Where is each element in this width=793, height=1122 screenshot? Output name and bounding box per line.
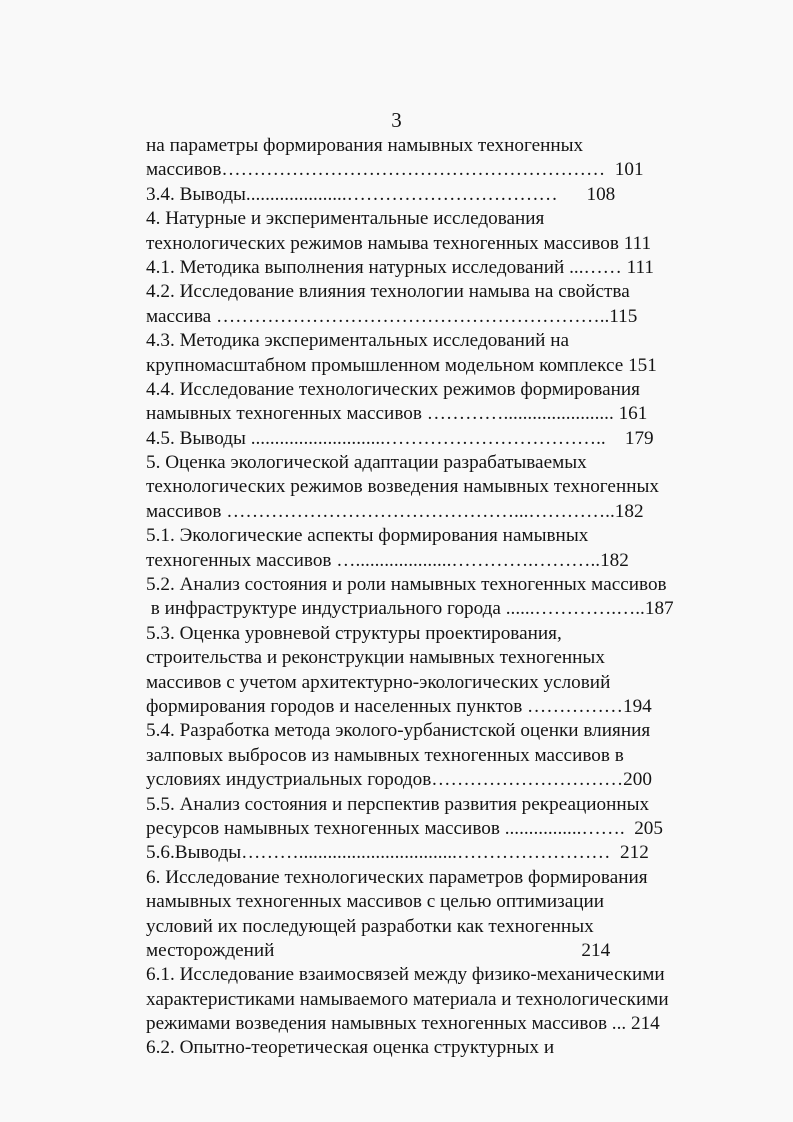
toc-line: 5. Оценка экологической адаптации разрабатываемых [146,452,587,474]
toc-line: 5.1. Экологические аспекты формирования намывных [146,525,589,547]
toc-line: формирования городов и населенных пунктов ……………194 [146,695,652,717]
toc-line: массивов ………………………………………...…………..182 [146,500,644,522]
toc-line: 4. Натурные и экспериментальные исследования [146,208,545,230]
toc-line: режимами возведения намывных техногенных массивов ... 214 [146,1013,660,1035]
toc-line: 5.4. Разработка метода эколого-урбанистской оценки влияния [146,720,651,742]
toc-line: крупномасштабном промышленном модельном комплексе 151 [146,354,657,376]
toc-line: условий их последующей разработки как техногенных [146,915,594,937]
toc-line: техногенных массивов …....................………….………..182 [146,549,629,571]
toc-line: 6.1. Исследование взаимосвязей между физико-механическими [146,964,665,986]
toc-line: 4.1. Методика выполнения натурных исследований ...…… 111 [146,256,655,278]
toc-line: 4.3. Методика экспериментальных исследований на [146,330,570,352]
toc-line: 5.5. Анализ состояния и перспектив развития рекреационных [146,793,650,815]
toc-line: технологических режимов намыва техногенных массивов 111 [146,232,652,254]
toc-line: 6.2. Опытно-теоретическая оценка структурных и [146,1037,555,1059]
table-of-contents [146,134,746,1061]
toc-line: в инфраструктуре индустриального города ......………….…..187 [146,598,674,620]
toc-line: ресурсов намывных техногенных массивов ................……. 205 [146,817,663,839]
toc-line: 4.4. Исследование технологических режимов формирования [146,378,640,400]
toc-line: на параметры формирования намывных техногенных [146,135,584,156]
toc-line: условиях индустриальных городов…………………………200 [146,769,652,791]
toc-line: 5.6.Выводы……….................................…………………… 212 [146,842,649,864]
toc-line: месторождений 214 [146,939,611,961]
toc-line: строительства и реконструкции намывных техногенных [146,647,605,669]
toc-line: намывных техногенных массивов …………....................... 161 [146,403,648,425]
toc-line: массивов…………………………………………………… 101 [146,159,644,181]
toc-line: 3.4. Выводы.....................…………………………… 108 [146,183,616,205]
toc-line: намывных техногенных массивов с целью оптимизации [146,891,605,913]
page-number: 3 [391,108,402,132]
toc-line: 5.2. Анализ состояния и роли намывных техногенных массивов [146,574,667,596]
toc-line: залповых выбросов из намывных техногенных массивов в [146,744,624,766]
toc-line: массива ……………………………………………………..115 [146,305,638,327]
toc-line: характеристиками намываемого материала и технологическими [146,988,669,1010]
toc-line: 5.3. Оценка уровневой структуры проектирования, [146,622,562,644]
toc-line: 6. Исследование технологических параметров формирования [146,866,648,888]
toc-line: 4.5. Выводы ............................…………………………….. 179 [146,427,654,449]
toc-line: технологических режимов возведения намывных техногенных [146,476,659,498]
toc-line: 4.2. Исследование влияния технологии намыва на свойства [146,281,630,303]
toc-line: массивов с учетом архитектурно-экологических условий [146,671,611,693]
